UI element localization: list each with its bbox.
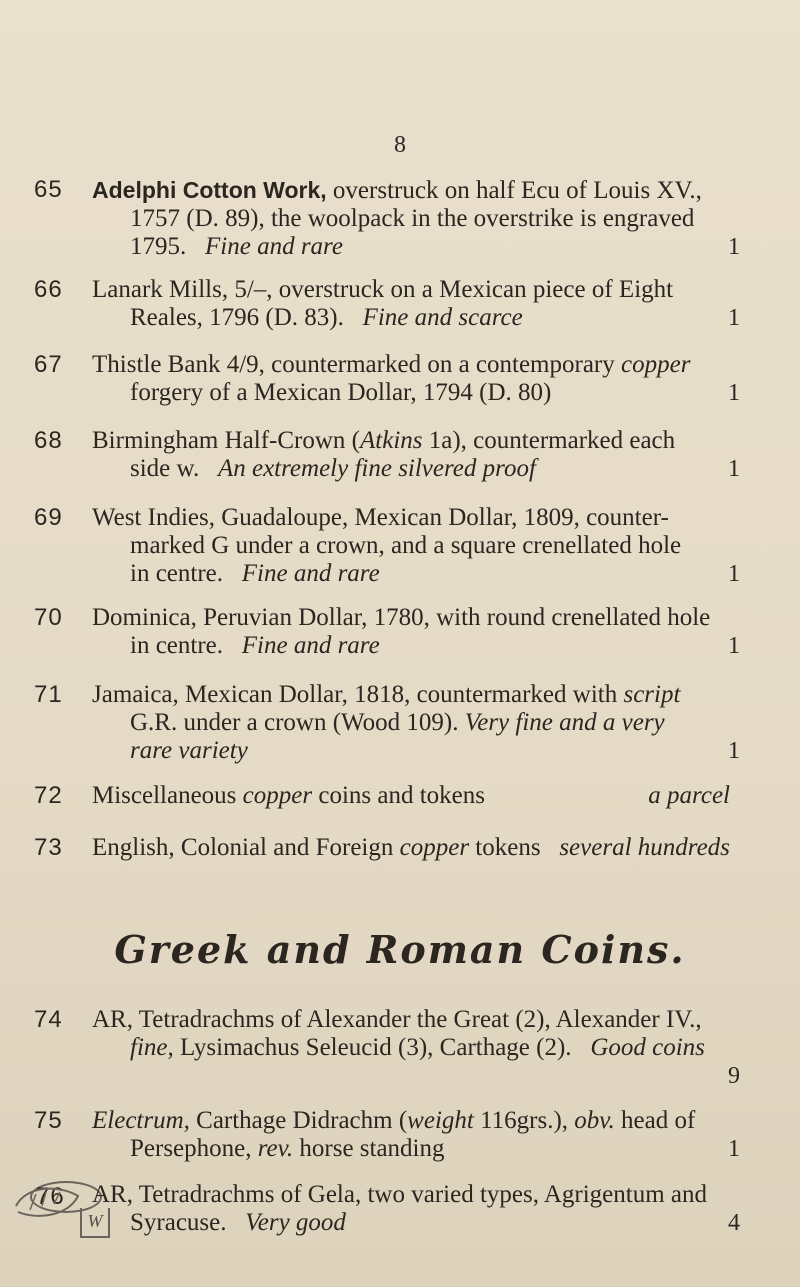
lot-condition: Good coins bbox=[590, 1034, 705, 1061]
lot-description: AR, Tetradrachms of Gela, two varied types, Agrigentum and Syracuse. Very good 4 bbox=[92, 1181, 740, 1236]
lot-number: 74 bbox=[34, 1006, 63, 1033]
page-number: 8 bbox=[394, 132, 406, 158]
lot-number: 71 bbox=[34, 681, 63, 708]
lot-condition: Fine and rare bbox=[241, 560, 380, 587]
lot-condition: Fine and rare bbox=[205, 233, 343, 260]
lot-quantity: 4 bbox=[728, 1210, 740, 1236]
lot-quantity: a parcel bbox=[648, 782, 730, 809]
lot-description: Electrum, Carthage Didrachm (weight 116grs.), obv. head of Persephone, rev. horse standing 1 bbox=[92, 1107, 740, 1162]
lot-quantity: 1 bbox=[728, 234, 740, 260]
lot-quantity: 1 bbox=[728, 456, 740, 482]
lot-description: Jamaica, Mexican Dollar, 1818, countermarked with script G.R. under a crown (Wood 109). Very fine and a very rare variety 1 bbox=[92, 681, 740, 764]
lot-description: English, Colonial and Foreign copper tokens several hundreds bbox=[92, 834, 730, 861]
lot-number: 68 bbox=[34, 427, 63, 454]
lot-description: Thistle Bank 4/9, countermarked on a contemporary copper forgery of a Mexican Dollar, 1794 (D. 80) 1 bbox=[92, 351, 740, 406]
section-heading: Greek and Roman Coins. bbox=[114, 927, 686, 972]
handwritten-scribble bbox=[8, 1176, 88, 1226]
lot-description: Dominica, Peruvian Dollar, 1780, with round crenellated hole in centre. Fine and rare 1 bbox=[92, 604, 740, 659]
lot-description: Miscellaneous copper coins and tokens a parcel bbox=[92, 782, 740, 810]
lot-description: AR, Tetradrachms of Alexander the Great (2), Alexander IV., fine, Lysimachus Seleucid (3), Carthage (2). Good coins 9 bbox=[92, 1006, 740, 1089]
lot-quantity: 1 bbox=[728, 561, 740, 587]
handwritten-margin-note: W bbox=[80, 1208, 110, 1238]
lot-description: Birmingham Half-Crown (Atkins 1a), countermarked each side w. An extremely fine silvered proof 1 bbox=[92, 427, 740, 482]
lot-quantity: several hundreds bbox=[559, 834, 730, 861]
lot-quantity: 9 bbox=[728, 1063, 740, 1089]
lot-condition: Fine and scarce bbox=[362, 304, 523, 331]
lot-title: Adelphi Cotton Work, bbox=[92, 177, 327, 203]
lot-number: 65 bbox=[34, 176, 63, 203]
lot-condition: Very good bbox=[245, 1209, 346, 1236]
lot-number: 66 bbox=[34, 276, 63, 303]
lot-description: Lanark Mills, 5/–, overstruck on a Mexican piece of Eight Reales, 1796 (D. 83). Fine and scarce 1 bbox=[92, 276, 740, 331]
lot-condition: Fine and rare bbox=[241, 632, 380, 659]
lot-quantity: 1 bbox=[728, 633, 740, 659]
lot-quantity: 1 bbox=[728, 380, 740, 406]
lot-quantity: 1 bbox=[728, 305, 740, 331]
lot-number: 76 bbox=[30, 1181, 102, 1213]
lot-description: West Indies, Guadaloupe, Mexican Dollar, 1809, counter- marked G under a crown, and a square crenellated hole in centre. Fine and rare 1 bbox=[92, 504, 740, 587]
lot-quantity: 1 bbox=[728, 738, 740, 764]
lot-condition: rare variety bbox=[130, 737, 248, 764]
lot-number: 69 bbox=[34, 504, 63, 531]
lot-condition: An extremely fine silvered proof bbox=[217, 455, 536, 482]
lot-number: 73 bbox=[34, 834, 63, 861]
lot-number: 67 bbox=[34, 351, 63, 378]
lot-number: 70 bbox=[34, 604, 63, 631]
lot-number: 72 bbox=[34, 782, 63, 809]
lot-description: Adelphi Cotton Work, overstruck on half Ecu of Louis XV., 1757 (D. 89), the woolpack in the overstrike is engraved 1795. Fine and rare 1 bbox=[92, 177, 740, 260]
lot-quantity: 1 bbox=[728, 1136, 740, 1162]
lot-number: 75 bbox=[34, 1107, 63, 1134]
